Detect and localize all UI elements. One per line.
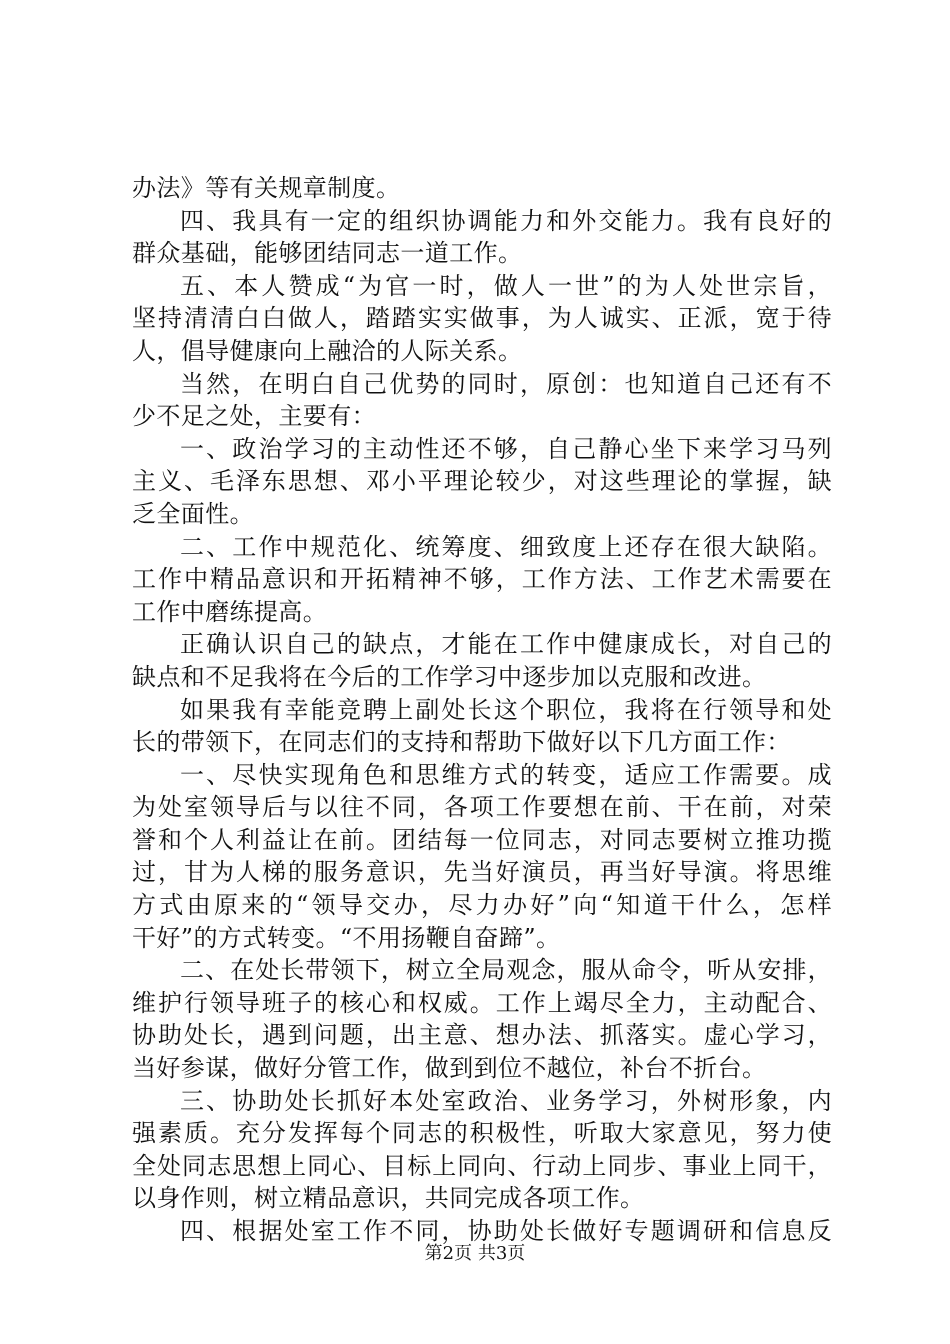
text-line: 四、我具有一定的组织协调能力和外交能力。我有良好的 — [180, 206, 832, 235]
text-line: 一、尽快实现角色和思维方式的转变，适应工作需要。成 — [180, 760, 832, 789]
text-line: 长的带领下，在同志们的支持和帮助下做好以下几方面工作： — [132, 728, 791, 757]
text-line: 如果我有幸能竞聘上副处长这个职位，我将在行领导和处 — [180, 695, 832, 724]
text-line: 群众基础，能够团结同志一道工作。 — [132, 239, 523, 268]
text-line: 全处同志思想上同心、目标上同向、行动上同步、事业上同干， — [132, 1151, 832, 1180]
text-line: 干好”的方式转变。“不用扬鞭自奋蹄”。 — [132, 923, 561, 952]
text-line: 方式由原来的“领导交办，尽力办好”向“知道干什么，怎样 — [132, 891, 832, 920]
text-line: 二、在处长带领下，树立全局观念，服从命令，听从安排， — [180, 956, 832, 985]
text-line: 誉和个人利益让在前。团结每一位同志，对同志要树立推功揽 — [132, 825, 832, 854]
text-line: 少不足之处，主要有： — [132, 402, 376, 431]
page-number-footer: 第2页 共3页 — [424, 1243, 526, 1264]
text-line: 工作中精品意识和开拓精神不够，工作方法、工作艺术需要在 — [132, 565, 832, 594]
text-line: 以身作则，树立精品意识，共同完成各项工作。 — [132, 1184, 645, 1213]
text-line: 乏全面性。 — [132, 499, 254, 528]
text-line: 当好参谋，做好分管工作，做到到位不越位，补台不折台。 — [132, 1054, 767, 1083]
document-body — [132, 172, 832, 1248]
text-line: 人，倡导健康向上融洽的人际关系。 — [132, 336, 523, 365]
text-line: 为处室领导后与以往不同，各项工作要想在前、干在前，对荣 — [132, 793, 832, 822]
text-line: 缺点和不足我将在今后的工作学习中逐步加以克服和改进。 — [132, 662, 767, 691]
text-line: 维护行领导班子的核心和权威。工作上竭尽全力，主动配合、 — [132, 988, 832, 1017]
text-line: 工作中磨练提高。 — [132, 597, 328, 626]
text-line: 二、工作中规范化、统筹度、细致度上还存在很大缺陷。 — [180, 532, 832, 561]
text-line: 办法》等有关规章制度。 — [132, 174, 401, 202]
text-line: 一、政治学习的主动性还不够，自己静心坐下来学习马列 — [180, 434, 832, 463]
text-line: 正确认识自己的缺点，才能在工作中健康成长，对自己的 — [180, 630, 832, 659]
text-line: 强素质。充分发挥每个同志的积极性，听取大家意见，努力使 — [132, 1119, 832, 1148]
text-line: 五、本人赞成“为官一时，做人一世”的为人处世宗旨， — [180, 271, 832, 300]
text-line: 当然，在明白自己优势的同时，原创：也知道自己还有不 — [180, 369, 832, 398]
text-line: 四、根据处室工作不同，协助处长做好专题调研和信息反 — [180, 1217, 832, 1245]
text-line: 协助处长，遇到问题，出主意、想办法、抓落实。虚心学习， — [132, 1021, 832, 1050]
text-line: 三、协助处长抓好本处室政治、业务学习，外树形象，内 — [180, 1086, 832, 1115]
text-line: 过，甘为人梯的服务意识，先当好演员，再当好导演。将思维 — [132, 858, 832, 887]
text-line: 主义、毛泽东思想、邓小平理论较少，对这些理论的掌握，缺 — [132, 467, 832, 496]
text-line: 坚持清清白白做人，踏踏实实做事，为人诚实、正派，宽于待 — [132, 304, 832, 333]
